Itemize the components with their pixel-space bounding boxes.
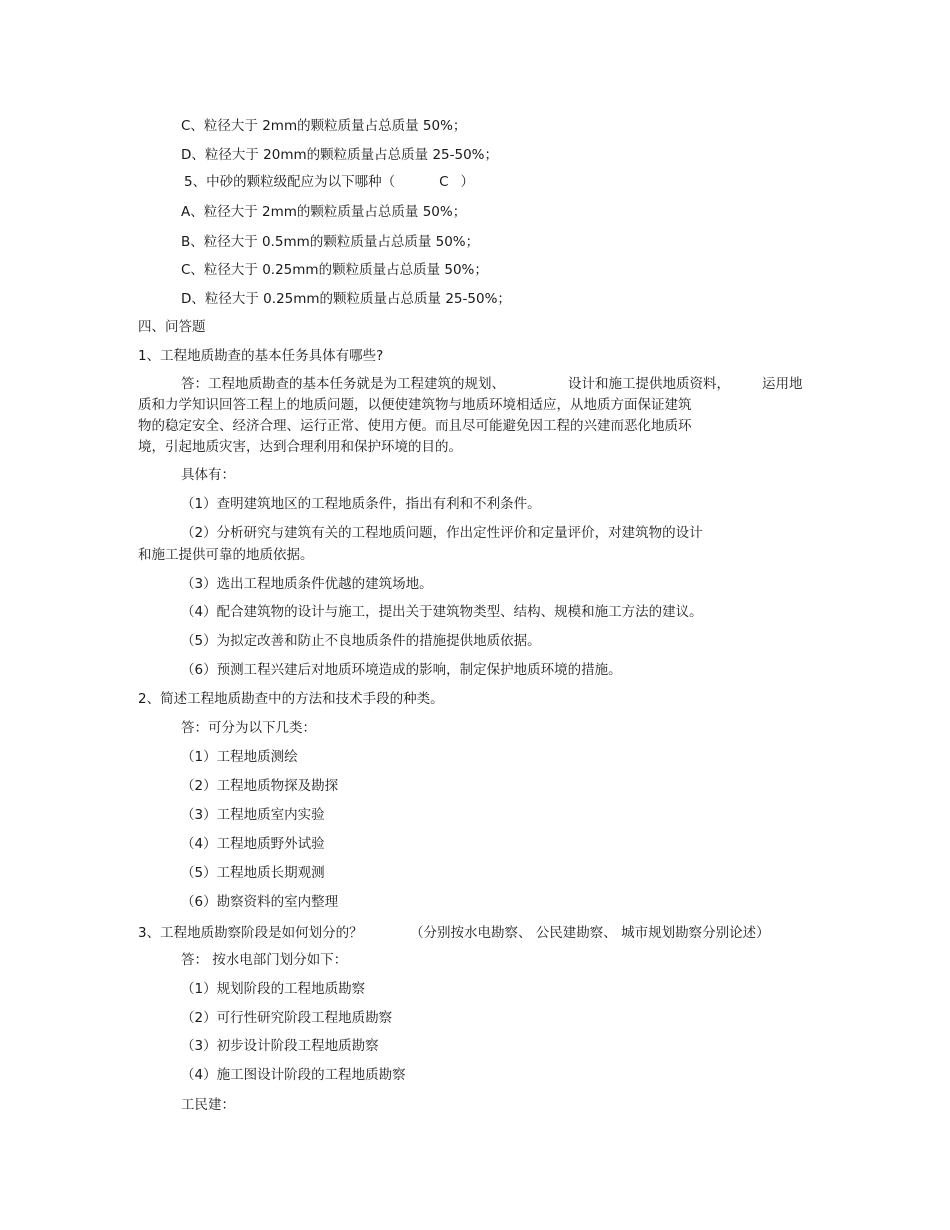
qa3-tail: 工民建：: [181, 1097, 235, 1113]
qa3-item-2: （2）可行性研究阶段工程地质勘察: [181, 1010, 393, 1026]
qa1-item-2-cont: 和施工提供可靠的地质依据。: [138, 547, 314, 563]
qa1-item-4: （4）配合建筑物的设计与施工，提出关于建筑物类型、结构、规模和施工方法的建议。: [181, 604, 703, 620]
qa1-answer-part-2: 设计和施工提供地质资料，: [568, 376, 730, 392]
qa1-answer-line-3: 物的稳定安全、经济合理、运行正常、使用方便。而且尽可能避免因工程的兴建而恶化地质环: [138, 418, 692, 434]
qa2-item-5: （5）工程地质长期观测: [181, 865, 325, 881]
section-title: 四、问答题: [138, 319, 206, 335]
qa3-item-1: （1）规划阶段的工程地质勘察: [181, 981, 366, 997]
q4-option-c: C、粒径大于 2mm的颗粒质量占总质量 50%；: [181, 118, 467, 134]
q5-answer: C: [439, 174, 449, 190]
q5-option-c: C、粒径大于 0.25mm的颗粒质量占总质量 50%；: [181, 262, 488, 278]
qa1-item-2: （2）分析研究与建筑有关的工程地质问题，作出定性评价和定量评价，对建筑物的设计: [181, 525, 703, 541]
qa3-question: 3、工程地质勘察阶段是如何划分的？: [138, 925, 363, 941]
qa1-detail-intro: 具体有：: [181, 467, 235, 483]
qa2-item-4: （4）工程地质野外试验: [181, 836, 325, 852]
qa1-answer-part-3: 运用地: [762, 376, 803, 392]
qa1-answer-line-1: [181, 375, 505, 393]
q5-close: ）: [460, 174, 475, 190]
qa3-answer: 答： 按水电部门划分如下：: [181, 952, 348, 968]
q5-question: [184, 173, 474, 191]
q5-option-a: A、粒径大于 2mm的颗粒质量占总质量 50%；: [181, 204, 467, 220]
qa2-item-1: （1）工程地质测绘: [181, 749, 298, 765]
qa2-item-3: （3）工程地质室内实验: [181, 807, 325, 823]
q5-question-text: 5、中砂的颗粒级配应为以下哪种（: [184, 174, 396, 190]
qa3-item-4: （4）施工图设计阶段的工程地质勘察: [181, 1067, 406, 1083]
q4-option-d: D、粒径大于 20mm的颗粒质量占总质量 25-50%；: [181, 147, 499, 163]
qa3-item-3: （3）初步设计阶段工程地质勘察: [181, 1038, 379, 1054]
qa1-question: 1、工程地质勘查的基本任务具体有哪些?: [138, 348, 384, 364]
qa1-item-5: （5）为拟定改善和防止不良地质条件的措施提供地质依据。: [181, 633, 541, 649]
qa2-answer: 答：可分为以下几类：: [181, 720, 316, 736]
qa3-note: （分别按水电勘察、 公民建勘察、 城市规划勘察分别论述）: [410, 925, 770, 941]
qa2-item-2: （2）工程地质物探及勘探: [181, 778, 339, 794]
q5-option-d: D、粒径大于 0.25mm的颗粒质量占总质量 25-50%；: [181, 291, 511, 307]
qa1-item-3: （3）选出工程地质条件优越的建筑场地。: [181, 576, 433, 592]
q5-option-b: B、粒径大于 0.5mm的颗粒质量占总质量 50%；: [181, 234, 480, 250]
qa1-answer-line-4: 境，引起地质灾害，达到合理利用和保护环境的目的。: [138, 439, 462, 455]
qa2-item-6: （6）勘察资料的室内整理: [181, 894, 339, 910]
qa2-question: 2、简述工程地质勘查中的方法和技术手段的种类。: [138, 691, 444, 707]
qa1-item-6: （6）预测工程兴建后对地质环境造成的影响，制定保护地质环境的措施。: [181, 662, 622, 678]
qa1-answer-line-2: 质和力学知识回答工程上的地质问题，以便使建筑物与地质环境相适应，从地质方面保证建筑: [138, 397, 692, 413]
qa1-item-1: （1）查明建筑地区的工程地质条件，指出有利和不利条件。: [181, 496, 541, 512]
qa1-answer-part-1: 答：工程地质勘查的基本任务就是为工程建筑的规划、: [181, 376, 505, 392]
